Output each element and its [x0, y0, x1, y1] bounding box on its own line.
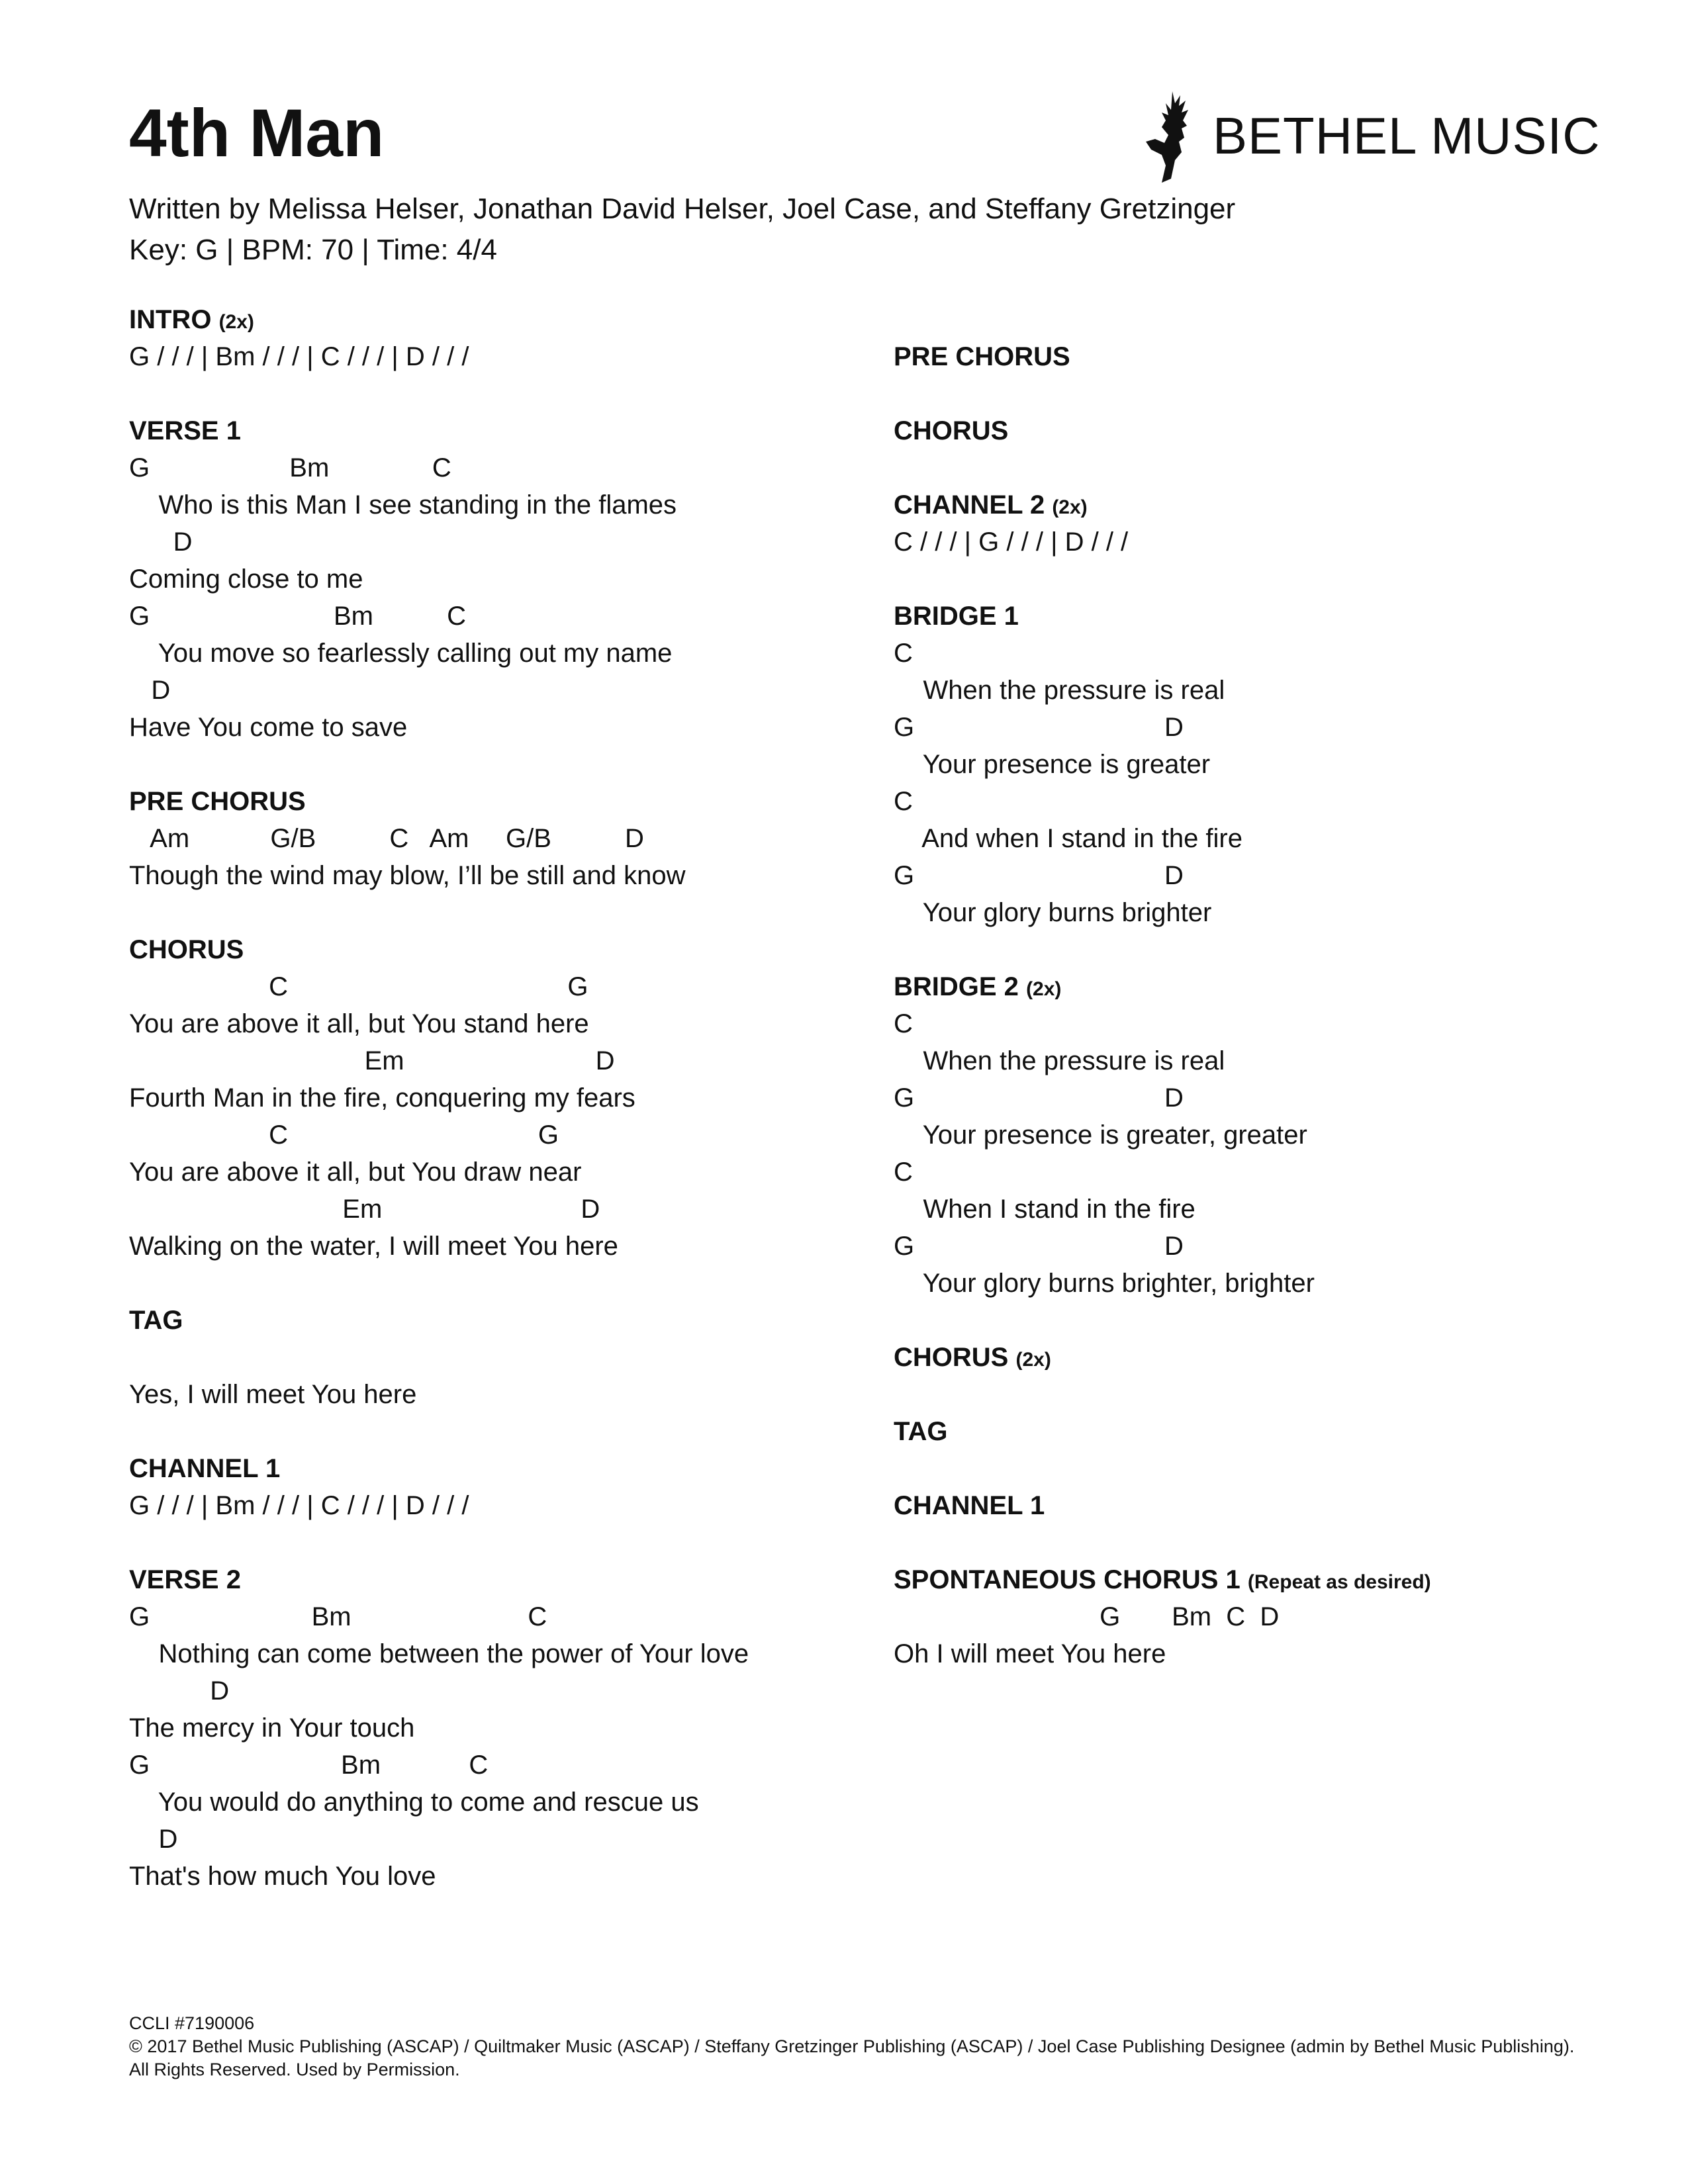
section-heading-text: CHORUS	[894, 416, 1009, 445]
section-heading	[129, 1450, 857, 1487]
section-chorus	[129, 931, 857, 1265]
left-column	[129, 301, 857, 1932]
chord-line: G / / / | Bm / / / | C / / / | D / / /	[129, 342, 469, 371]
section-channel-2	[894, 486, 1622, 561]
chord-line: D	[129, 676, 171, 705]
section-heading-text: TAG	[894, 1417, 948, 1446]
section-heading	[129, 931, 857, 968]
section-chorus-repeat	[894, 412, 1622, 449]
chord-line: Am G/B C Am G/B D	[129, 824, 644, 853]
chord-line: C	[894, 1009, 913, 1038]
section-repeat-note: (2x)	[1026, 978, 1062, 1000]
section-repeat-note: (2x)	[1052, 496, 1088, 518]
section-heading-text: INTRO	[129, 305, 212, 334]
chord-line: D	[129, 1825, 178, 1854]
right-column	[894, 338, 1622, 1709]
section-heading	[129, 412, 857, 449]
song-title: 4th Man	[129, 95, 385, 171]
section-tag	[129, 1302, 857, 1413]
chord-line: G D	[894, 713, 1184, 742]
section-heading	[894, 1487, 1622, 1524]
lyric-line: Your presence is greater, greater	[894, 1120, 1307, 1150]
lyric-line: Walking on the water, I will meet You here	[129, 1232, 618, 1261]
section-heading	[129, 1302, 857, 1339]
section-heading-text: VERSE 1	[129, 416, 241, 445]
chord-line: C / / / | G / / / | D / / /	[894, 527, 1129, 557]
section-verse-2	[129, 1561, 857, 1895]
writers-credit: Written by Melissa Helser, Jonathan David Helser, Joel Case, and Steffany Gretzinger	[129, 193, 1236, 225]
lyric-line: You would do anything to come and rescue us	[129, 1788, 699, 1817]
lyric-line: Who is this Man I see standing in the flames	[129, 490, 677, 520]
section-heading-text: BRIDGE 1	[894, 602, 1019, 631]
section-heading-text: CHANNEL 1	[129, 1454, 281, 1483]
chord-line: C	[894, 639, 913, 668]
section-intro	[129, 301, 857, 375]
section-heading	[894, 1561, 1622, 1598]
section-heading-text: VERSE 2	[129, 1565, 241, 1594]
section-heading	[894, 486, 1622, 523]
section-heading	[129, 1561, 857, 1598]
chord-line: Em D	[129, 1195, 600, 1224]
section-heading-text: CHORUS	[129, 935, 244, 964]
chord-line: D	[129, 1676, 230, 1706]
section-tag-repeat	[894, 1413, 1622, 1450]
lyric-line: When I stand in the fire	[894, 1195, 1196, 1224]
section-heading	[894, 1339, 1622, 1376]
section-heading	[894, 598, 1622, 635]
section-repeat-note: (2x)	[218, 311, 254, 333]
lyric-line: Coming close to me	[129, 565, 363, 594]
chord-line: G Bm C D	[894, 1602, 1280, 1631]
lyric-line: Your glory burns brighter, brighter	[894, 1269, 1315, 1298]
lyric-line: Fourth Man in the fire, conquering my fears	[129, 1083, 635, 1113]
section-bridge-1	[894, 598, 1622, 931]
chord-line: G D	[894, 1232, 1184, 1261]
lyric-line: You move so fearlessly calling out my name	[129, 639, 673, 668]
section-heading	[894, 1413, 1622, 1450]
section-heading	[894, 412, 1622, 449]
chord-line: C G	[129, 972, 588, 1001]
chord-line: G Bm C	[129, 1751, 489, 1780]
section-heading-text: CHANNEL 1	[894, 1491, 1045, 1520]
lyric-line: Oh I will meet You here	[894, 1639, 1166, 1668]
section-verse-1	[129, 412, 857, 746]
lyric-line: Nothing can come between the power of Your love	[129, 1639, 749, 1668]
chord-line: G Bm C	[129, 453, 451, 482]
section-heading-text: TAG	[129, 1306, 183, 1335]
lyric-line: Your presence is greater	[894, 750, 1211, 779]
section-spontaneous-chorus	[894, 1561, 1622, 1672]
lyric-line: And when I stand in the fire	[894, 824, 1243, 853]
chord-line: G Bm C	[129, 602, 466, 631]
chord-line: G D	[894, 861, 1184, 890]
section-heading	[129, 301, 857, 338]
copyright-notice: © 2017 Bethel Music Publishing (ASCAP) / Quiltmaker Music (ASCAP) / Steffany Gretzinger Publishing (ASCAP) / Joel Case Publishing Designee (admin by Bethel Music Publishing). All Rights Reserved. Used by Permission.	[129, 2036, 1575, 2079]
chord-line: C	[894, 787, 913, 816]
lyric-line: When the pressure is real	[894, 1046, 1225, 1075]
ccli-number: CCLI #7190006	[129, 2013, 255, 2033]
lyric-line: You are above it all, but You draw near	[129, 1158, 582, 1187]
footer	[129, 2012, 1585, 2081]
section-channel-1-repeat	[894, 1487, 1622, 1524]
lyric-line: When the pressure is real	[894, 676, 1225, 705]
section-heading-text: PRE CHORUS	[894, 342, 1070, 371]
lyric-line: Your glory burns brighter	[894, 898, 1212, 927]
section-heading-text: BRIDGE 2	[894, 972, 1019, 1001]
lyric-line: You are above it all, but You stand here	[129, 1009, 589, 1038]
lyric-line: The mercy in Your touch	[129, 1713, 415, 1743]
section-heading-text: CHORUS	[894, 1343, 1009, 1372]
key-bpm-time: Key: G | BPM: 70 | Time: 4/4	[129, 234, 497, 266]
section-heading	[129, 783, 857, 820]
section-heading	[894, 338, 1622, 375]
section-heading-text: SPONTANEOUS CHORUS 1	[894, 1565, 1241, 1594]
song-meta	[129, 189, 1235, 271]
bethel-music-logo	[1142, 86, 1601, 185]
section-heading-text: PRE CHORUS	[129, 787, 306, 816]
chord-line: C	[894, 1158, 913, 1187]
section-bridge-2	[894, 968, 1622, 1302]
chord-line: D	[129, 527, 193, 557]
section-repeat-note: (2x)	[1015, 1349, 1051, 1371]
section-heading	[894, 968, 1622, 1005]
section-channel-1	[129, 1450, 857, 1524]
section-pre-chorus-repeat	[894, 338, 1622, 375]
lyric-line	[129, 1339, 857, 1376]
chord-line: C G	[129, 1120, 559, 1150]
lyric-line: Though the wind may blow, I’ll be still and know	[129, 861, 686, 890]
section-repeat-note: (Repeat as desired)	[1247, 1571, 1431, 1593]
chord-line: G / / / | Bm / / / | C / / / | D / / /	[129, 1491, 469, 1520]
lyric-line: Have You come to save	[129, 713, 408, 742]
brand-wordmark: BETHEL MUSIC	[1213, 106, 1601, 165]
section-chorus-2x	[894, 1339, 1622, 1376]
section-heading-text: CHANNEL 2	[894, 490, 1045, 520]
chord-line: G D	[894, 1083, 1184, 1113]
section-pre-chorus	[129, 783, 857, 894]
chord-line: G Bm C	[129, 1602, 547, 1631]
stag-icon	[1142, 86, 1205, 185]
chord-line: Em D	[129, 1046, 615, 1075]
lyric-line: Yes, I will meet You here	[129, 1380, 417, 1409]
lyric-line: That's how much You love	[129, 1862, 436, 1891]
